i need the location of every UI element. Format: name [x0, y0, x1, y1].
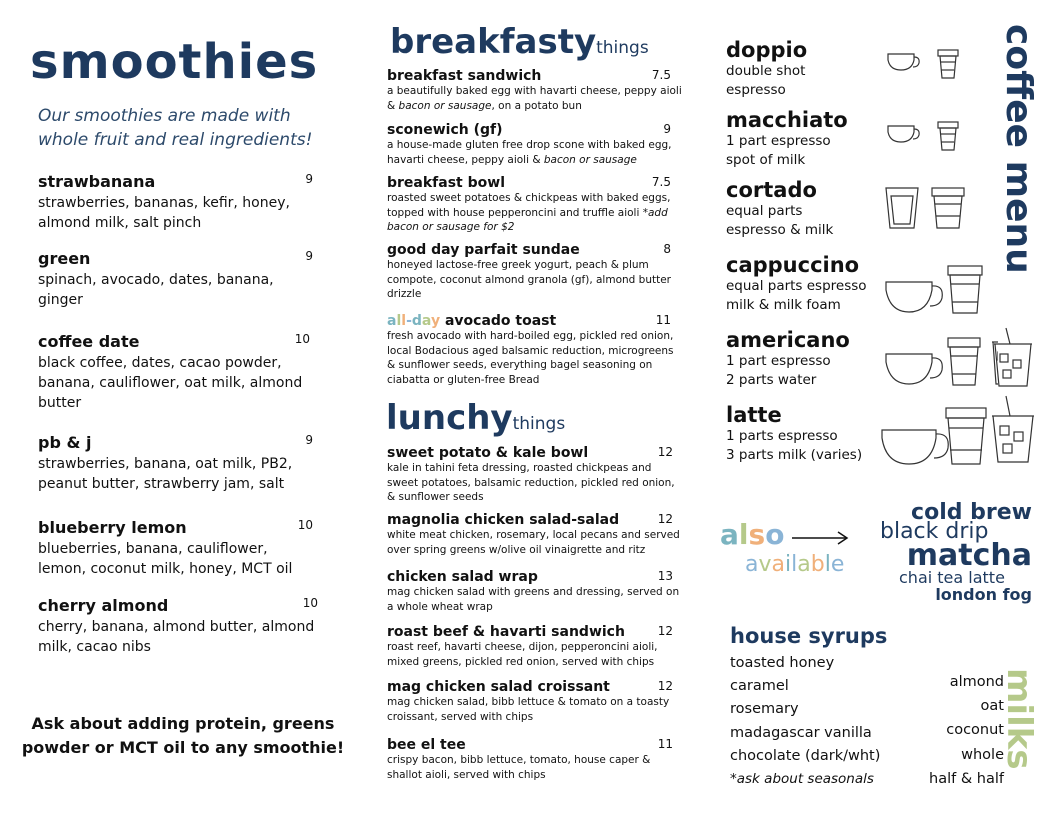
coffee-desc-line2: espresso & milk [726, 222, 834, 238]
london-fog-label: london fog [935, 585, 1032, 604]
item-desc: a house-made gluten free drop scone with baked egg, havarti cheese, peppy aioli & bacon or sausage [387, 139, 672, 166]
coffee-name: latte [726, 403, 782, 427]
glass-icon [886, 188, 918, 228]
coffee-menu-title: coffee menu [998, 24, 1039, 274]
smoothie-desc: blueberries, banana, cauliflower, lemon, coconut milk, honey, MCT oil [38, 541, 293, 577]
iced-cup-illustrations [990, 322, 1040, 472]
milk-options-list [929, 670, 1004, 791]
to-go-cup-icon [948, 266, 982, 313]
house-syrups-title: house syrups [730, 624, 888, 648]
item-desc: a beautifully baked egg with havarti cheese, peppy aioli & bacon or sausage, on a potato bun [387, 85, 682, 112]
chai-tea-latte-label: chai tea latte [899, 568, 1005, 587]
coffee-name: cappuccino [726, 253, 860, 277]
coffee-desc-line1: equal parts [726, 203, 803, 219]
milk-item: coconut [946, 722, 1004, 739]
milk-item: half & half [929, 770, 1004, 787]
espresso-cup-icon [888, 126, 919, 142]
item-price: 9 [663, 122, 671, 136]
coffee-desc-line2: spot of milk [726, 152, 806, 168]
smoothie-desc: cherry, banana, almond butter, almond milk, cacao nibs [38, 619, 315, 655]
mug-icon [886, 282, 942, 312]
to-go-cup-icon [938, 50, 958, 78]
smoothie-name: cherry almond [38, 596, 169, 615]
mug-icon [882, 430, 948, 464]
item-price: 12 [657, 512, 673, 526]
item-desc: kale in tahini feta dressing, roasted chickpeas and sweet potatoes, balsamic reduction, pickled red onion, & sunflower seeds [387, 462, 675, 503]
to-go-cup-icon [946, 408, 986, 464]
item-name: mag chicken salad croissant [387, 679, 610, 695]
to-go-cup-icon [948, 338, 980, 385]
item-price: 12 [657, 445, 673, 459]
coffee-item [726, 178, 886, 240]
item-price: 13 [657, 569, 673, 583]
syrup-seasonal-note: *ask about seasonals [730, 771, 874, 788]
item-name: roast beef & havarti sandwich [387, 624, 625, 640]
smoothie-name: blueberry lemon [38, 518, 187, 537]
item-price: 8 [663, 242, 671, 256]
item-name: all-day avocado toast [387, 313, 557, 329]
milks-title: milks [999, 668, 1039, 770]
item-desc: white meat chicken, rosemary, local pecans and served over spring greens w/olive oil vinaigrette and ritz [387, 529, 680, 556]
smoothie-price: 9 [305, 433, 313, 447]
item-name: breakfast bowl [387, 175, 505, 191]
item-price: 7.5 [651, 68, 671, 82]
coffee-item [726, 403, 886, 465]
house-syrups-list [730, 652, 880, 791]
coffee-desc-line2: 3 parts milk (varies) [726, 447, 863, 463]
syrup-item: chocolate (dark/wht) [730, 747, 881, 764]
coffee-name: macchiato [726, 108, 848, 132]
breakfast-subtitle: things [596, 38, 649, 58]
item-price: 11 [657, 737, 673, 751]
to-go-cup-icon [932, 188, 964, 228]
item-name: sconewich (gf) [387, 122, 503, 138]
item-name: sweet potato & kale bowl [387, 445, 589, 461]
arrow-right-icon [790, 528, 852, 548]
lunch-item [387, 569, 685, 614]
breakfast-item [387, 242, 685, 302]
black-drip-label: black drip [880, 519, 989, 544]
smoothie-desc: spinach, avocado, dates, banana, ginger [38, 272, 274, 308]
item-desc: fresh avocado with hard-boiled egg, pickled red onion, local Bodacious aged balsamic reduction, microgreens & sunflower seeds, everything bagel seasoning on ciabatta or gluten-free Bread [387, 330, 674, 386]
smoothie-item [38, 518, 313, 579]
item-desc: roasted sweet potatoes & chickpeas with baked eggs, topped with house pepperoncini and truffle aioli *add bacon or sausage for $2 [387, 192, 671, 233]
smoothie-item [38, 249, 313, 310]
cold-brew-label: cold brew [911, 500, 1032, 525]
lunch-item [387, 737, 685, 782]
breakfast-item [387, 175, 685, 235]
item-desc: crispy bacon, bibb lettuce, tomato, house caper & shallot aioli, served with chips [387, 754, 651, 781]
coffee-desc-line1: equal parts espresso [726, 278, 867, 294]
item-name: breakfast sandwich [387, 68, 542, 84]
coffee-desc-line1: 1 part espresso [726, 353, 831, 369]
breakfast-item [387, 122, 685, 167]
coffee-item [726, 253, 886, 315]
smoothies-title: smoothies [30, 34, 319, 90]
item-price: 7.5 [651, 175, 671, 189]
item-name: chicken salad wrap [387, 569, 538, 585]
coffee-item [726, 38, 886, 100]
smoothie-addons-note: Ask about adding protein, greens powder or MCT oil to any smoothie! [21, 714, 345, 757]
milk-item: almond [949, 674, 1004, 690]
smoothie-item [38, 596, 318, 657]
smoothie-price: 10 [302, 596, 318, 610]
mug-icon [886, 354, 942, 384]
iced-cup-icon [994, 328, 1032, 386]
coffee-desc-line1: double shot [726, 63, 806, 79]
item-desc: mag chicken salad with greens and dressing, served on a whole wheat wrap [387, 586, 680, 613]
coffee-desc-line2: espresso [726, 82, 786, 98]
breakfast-item [387, 313, 685, 387]
smoothie-name: pb & j [38, 433, 92, 452]
all-day-label: all-day [387, 313, 441, 329]
breakfast-title: breakfasty [390, 22, 597, 62]
smoothie-item [38, 433, 313, 494]
smoothie-name: green [38, 249, 91, 268]
smoothie-item [38, 172, 313, 233]
available-word: available [745, 552, 845, 577]
item-name: magnolia chicken salad-salad [387, 512, 620, 528]
lunch-subtitle: things [512, 414, 566, 434]
syrup-item: toasted honey [730, 655, 835, 671]
smoothie-name: coffee date [38, 332, 140, 351]
matcha-label: matcha [906, 538, 1032, 573]
smoothie-price: 10 [297, 518, 313, 532]
item-name: bee el tee [387, 737, 466, 753]
smoothie-price: 9 [305, 249, 313, 263]
coffee-desc-line1: 1 parts espresso [726, 428, 838, 444]
breakfast-heading [390, 22, 649, 62]
syrup-item: caramel [730, 678, 789, 695]
smoothie-desc: strawberries, banana, oat milk, PB2, peanut butter, strawberry jam, salt [38, 456, 293, 492]
lunch-item [387, 679, 685, 724]
coffee-cup-illustrations [880, 40, 998, 470]
coffee-name: americano [726, 328, 850, 352]
item-price: 11 [655, 313, 671, 327]
iced-cup-icon [992, 396, 1034, 462]
smoothie-price: 9 [305, 172, 313, 186]
lunch-item [387, 445, 685, 505]
espresso-cup-icon [888, 54, 919, 70]
coffee-name: cortado [726, 178, 817, 202]
item-price: 12 [657, 624, 673, 638]
smoothies-intro: Our smoothies are made with whole fruit and real ingredients! [38, 106, 313, 150]
smoothie-price: 10 [294, 332, 310, 346]
syrup-item: rosemary [730, 701, 799, 718]
smoothie-desc: strawberries, bananas, kefir, honey, almond milk, salt pinch [38, 195, 290, 231]
milk-item: whole [961, 746, 1004, 763]
coffee-name: doppio [726, 38, 808, 62]
milk-item: oat [980, 698, 1004, 715]
also-word: also [720, 518, 785, 551]
lunch-title: lunchy [386, 398, 513, 438]
lunch-heading [386, 398, 565, 438]
item-price: 12 [657, 679, 673, 693]
coffee-desc-line1: 1 part espresso [726, 133, 831, 149]
breakfast-item [387, 68, 685, 113]
lunch-item [387, 512, 685, 557]
smoothie-name: strawbanana [38, 172, 156, 191]
item-desc: mag chicken salad, bibb lettuce & tomato on a toasty croissant, served with chips [387, 696, 670, 723]
coffee-item [726, 108, 886, 170]
item-desc: roast reef, havarti cheese, dijon, pepperoncini aioli, mixed greens, pickled red onion, served with chips [387, 641, 658, 668]
item-desc: honeyed lactose-free greek yogurt, peach & plum compote, coconut almond granola (gf), almond butter drizzle [387, 259, 671, 300]
smoothie-item [38, 332, 310, 413]
coffee-desc-line2: milk & milk foam [726, 297, 841, 313]
lunch-item [387, 624, 685, 669]
smoothie-desc: black coffee, dates, cacao powder, banana, cauliflower, oat milk, almond butter [38, 355, 303, 411]
coffee-item [726, 328, 886, 390]
coffee-desc-line2: 2 parts water [726, 372, 817, 388]
item-name: good day parfait sundae [387, 242, 580, 258]
to-go-cup-icon [938, 122, 958, 150]
syrup-item: madagascar vanilla [730, 724, 872, 741]
